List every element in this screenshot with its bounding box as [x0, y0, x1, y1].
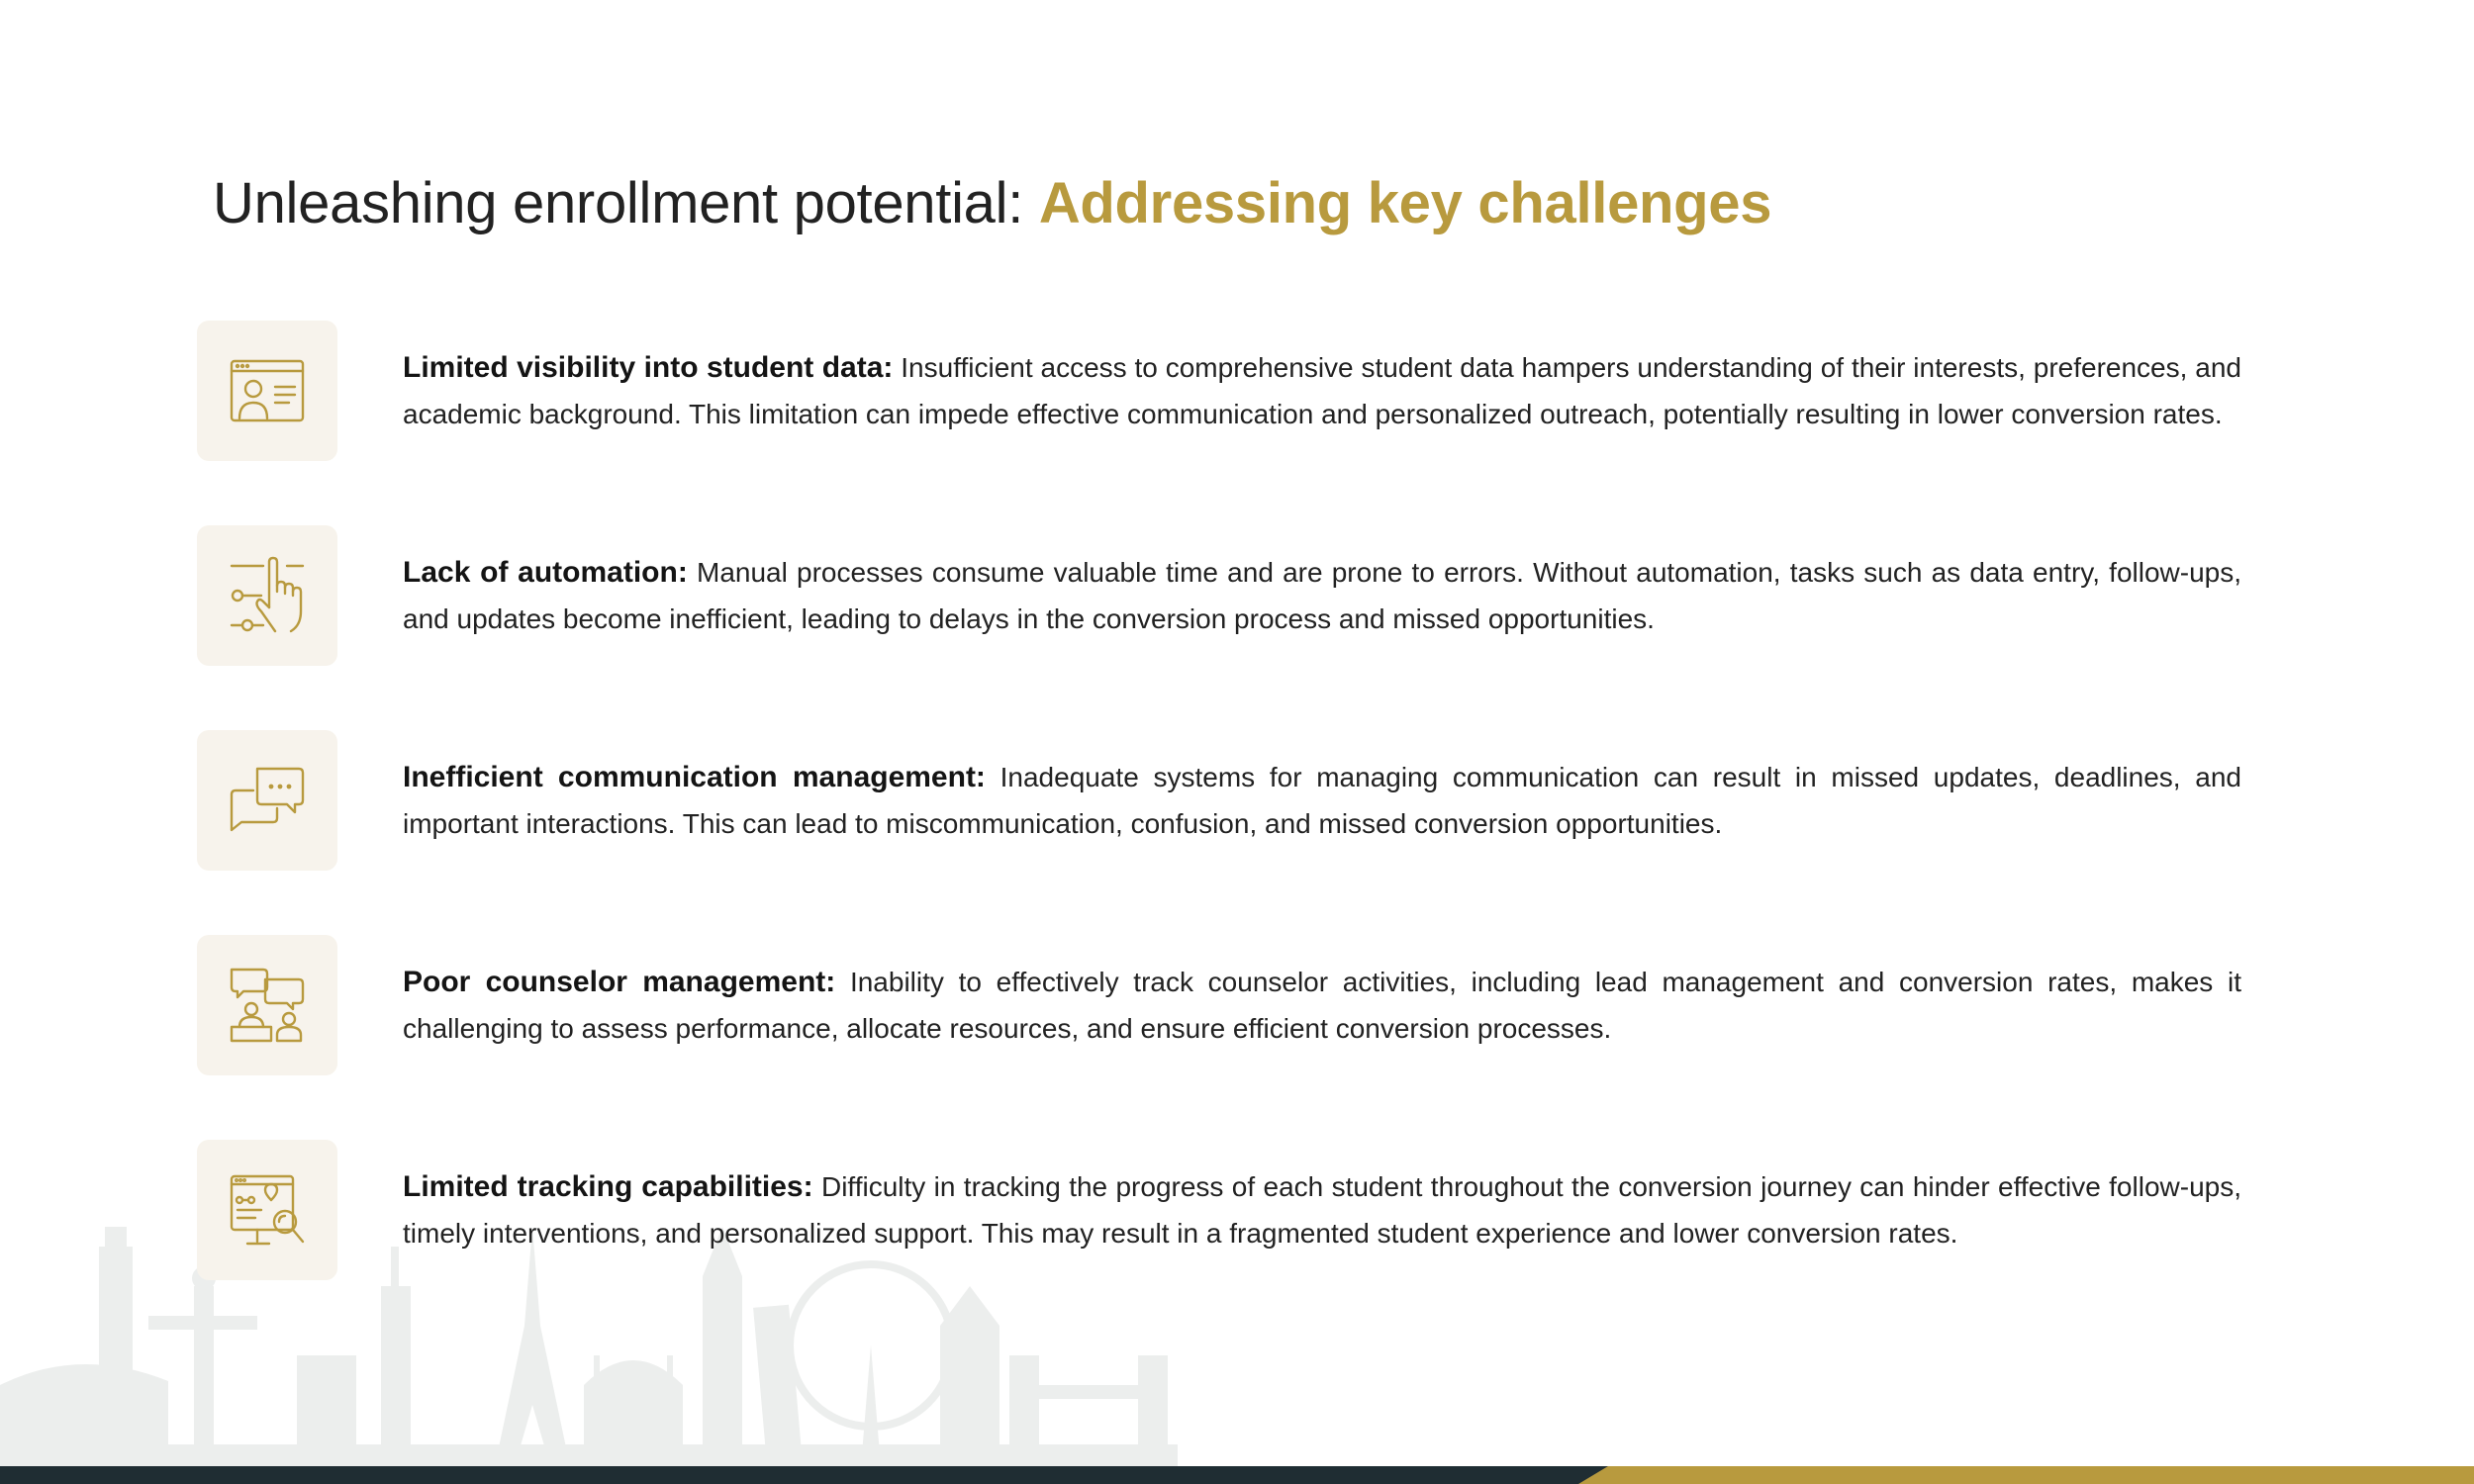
challenge-body: Inability to effectively track counselor activities, including lead management and conversion rates, makes it challenging to assess performance, allocate resources, and ensure efficient conversion processes. [403, 967, 2241, 1044]
challenge-heading: Inefficient communication management: [403, 761, 986, 793]
challenge-heading: Limited tracking capabilities: [403, 1170, 813, 1203]
challenge-description [403, 344, 2241, 437]
challenge-icon-box [197, 525, 337, 666]
challenge-item-counselor [0, 935, 2474, 1075]
chat-bubbles-icon [228, 761, 307, 840]
challenge-body: Manual processes consume valuable time and are prone to errors. Without automation, tasks such as data entry, follow-ups, and updates become inefficient, leading to delays in the conversion process and missed opportunities. [403, 557, 2242, 634]
challenge-description [403, 754, 2241, 847]
challenge-body: Inadequate systems for managing communication can result in missed updates, deadlines, and important interactions. This can lead to miscommunication, confusion, and missed conversion opportunities. [403, 762, 2241, 839]
footer-accent-stripe [1578, 1466, 2474, 1484]
challenge-description [403, 959, 2241, 1052]
challenge-icon-box [197, 935, 337, 1075]
challenge-item-student-data [0, 321, 2474, 461]
user-profile-icon [228, 351, 307, 430]
tracking-analytics-icon [228, 1170, 307, 1250]
challenge-heading: Limited visibility into student data: [403, 351, 894, 384]
counselor-meeting-icon [228, 966, 307, 1045]
touch-automation-icon [228, 556, 307, 635]
challenge-body: Insufficient access to comprehensive student data hampers understanding of their interests, preferences, and academic background. This limitation can impede effective communication and personalized outreach, potentially resulting in lower conversion rates. [403, 352, 2241, 429]
challenge-icon-box [197, 1140, 337, 1280]
challenge-icon-box [197, 730, 337, 871]
challenge-description [403, 1163, 2241, 1256]
challenge-item-tracking [0, 1140, 2474, 1280]
title-highlight: Addressing key challenges [1038, 171, 1772, 235]
challenge-icon-box [197, 321, 337, 461]
challenge-body: Difficulty in tracking the progress of each student throughout the conversion journey can hinder effective follow-ups, timely interventions, and personalized support. This may result in a fragmented student experience and lower conversion rates. [403, 1171, 2241, 1249]
page-title [213, 170, 1771, 236]
challenge-heading: Lack of automation: [403, 556, 688, 589]
challenge-item-automation [0, 525, 2474, 666]
challenge-item-communication [0, 730, 2474, 871]
title-prefix: Unleashing enrollment potential: [213, 171, 1039, 235]
challenge-description [403, 549, 2241, 642]
challenge-heading: Poor counselor management: [403, 966, 836, 998]
